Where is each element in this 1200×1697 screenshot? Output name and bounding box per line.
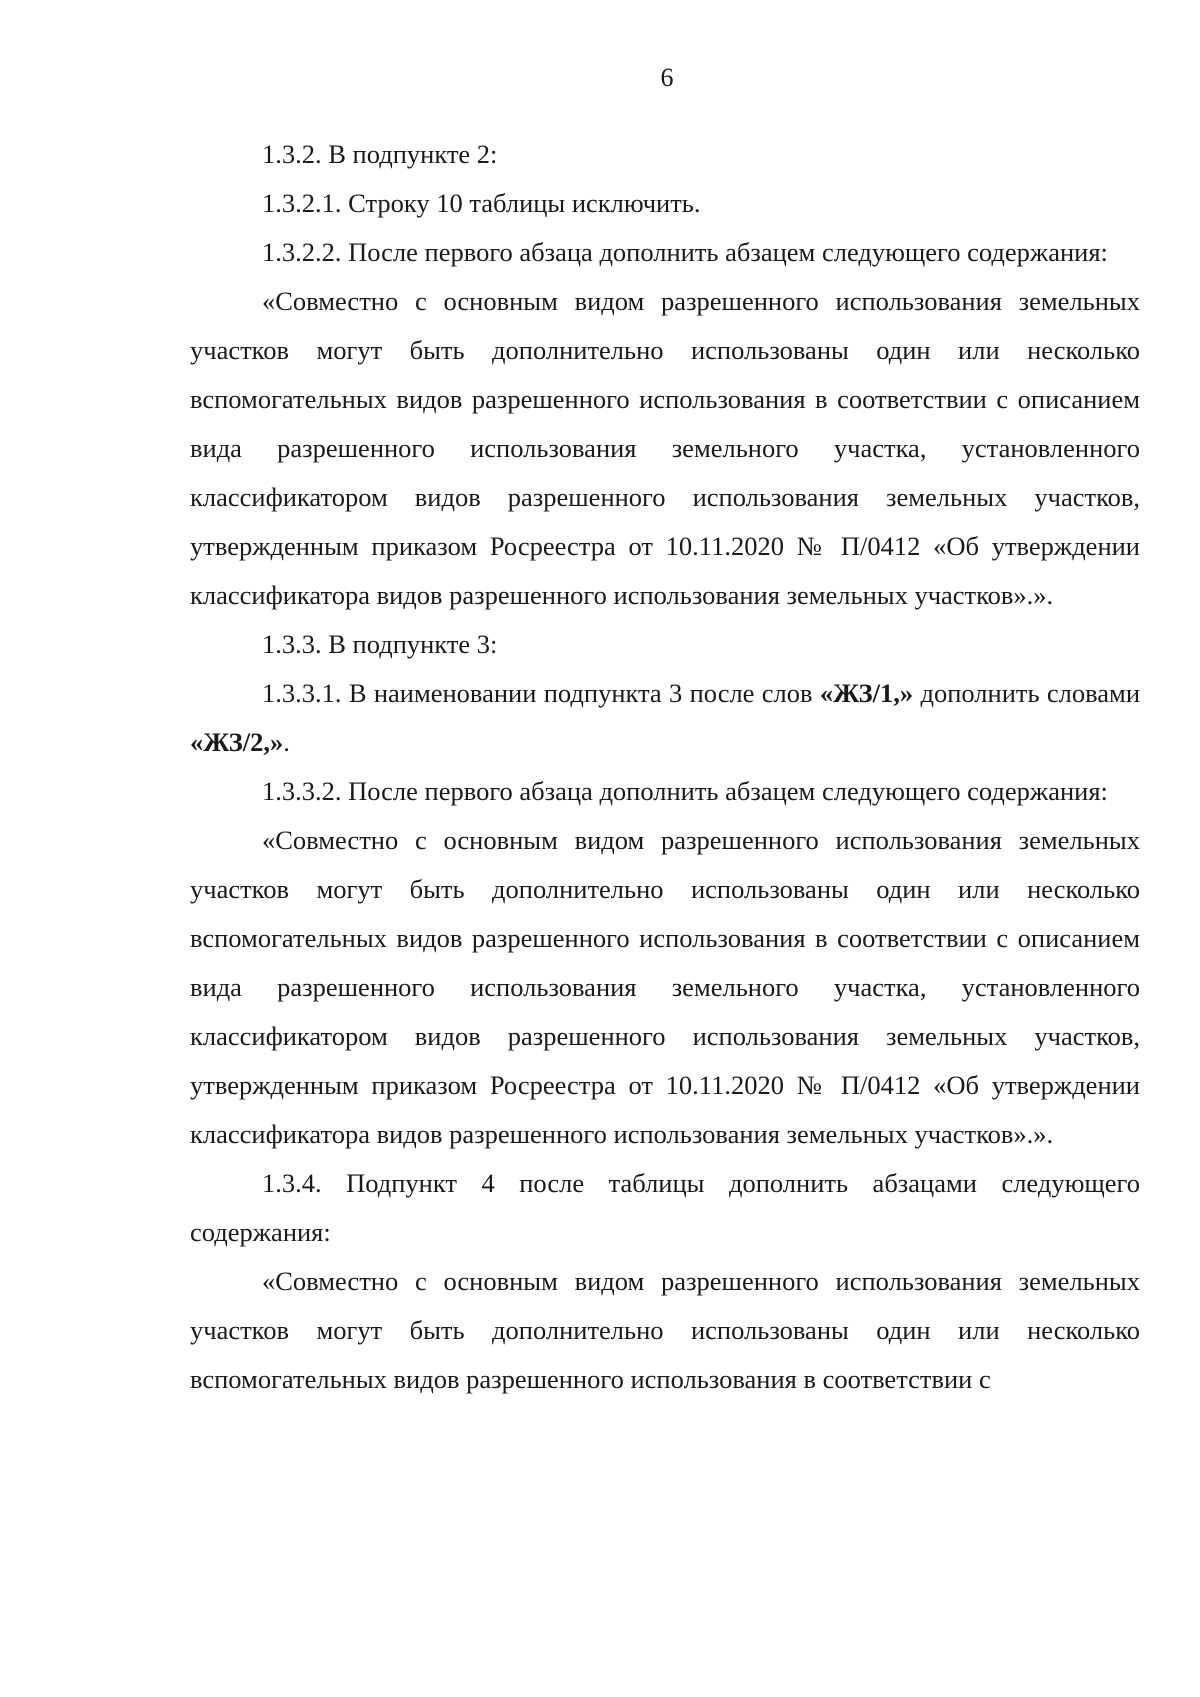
document-page xyxy=(190,58,1140,1404)
paragraph-1-3-3: 1.3.3. В подпункте 3: xyxy=(262,629,498,659)
paragraph-1-3-3-2: 1.3.3.2. После первого абзаца дополнить абзацем следующего содержания: xyxy=(262,776,1108,806)
paragraph-1-3-3-1-text-a: 1.3.3.1. В наименовании подпункта 3 после слов xyxy=(262,678,820,708)
paragraph-1-3-3-1-text-c: дополнить словами xyxy=(913,678,1141,708)
paragraph-1-3-2-1: 1.3.2.1. Строку 10 таблицы исключить. xyxy=(262,188,701,218)
quoted-paragraph-3: «Совместно с основным видом разрешенного использования земельных участков могут быть дополнительно использованы один или несколько вспомогательных видов разрешенного использования в соответствии с xyxy=(190,1266,1140,1394)
paragraph-1-3-4: 1.3.4. Подпункт 4 после таблицы дополнить абзацами следующего содержания: xyxy=(190,1168,1140,1247)
paragraph-1-3-2: 1.3.2. В подпункте 2: xyxy=(262,139,498,169)
paragraph-1-3-3-1 xyxy=(190,669,1140,767)
zone-code-zh3-2: «ЖЗ/2,» xyxy=(190,727,284,757)
paragraph-1-3-3-1-text-e: . xyxy=(283,727,290,757)
zone-code-zh3-1: «ЖЗ/1,» xyxy=(819,678,914,708)
paragraph-1-3-2-2: 1.3.2.2. После первого абзаца дополнить абзацем следующего содержания: xyxy=(262,237,1108,267)
quoted-paragraph-2: «Совместно с основным видом разрешенного использования земельных участков могут быть дополнительно использованы один или несколько вспомогательных видов разрешенного использования в соответствии с описанием вида разрешенного использования земельного участка, установленного классификатором видов разрешенного использования земельных участков, утвержденным приказом Росреестра от 10.11.2020 № П/0412 «Об утверждении классификатора видов разрешенного использования земельных участков».». xyxy=(190,825,1140,1149)
page-number: 6 xyxy=(660,63,674,92)
quoted-paragraph-1: «Совместно с основным видом разрешенного использования земельных участков могут быть дополнительно использованы один или несколько вспомогательных видов разрешенного использования в соответствии с описанием вида разрешенного использования земельного участка, установленного классификатором видов разрешенного использования земельных участков, утвержденным приказом Росреестра от 10.11.2020 № П/0412 «Об утверждении классификатора видов разрешенного использования земельных участков».». xyxy=(190,286,1140,610)
